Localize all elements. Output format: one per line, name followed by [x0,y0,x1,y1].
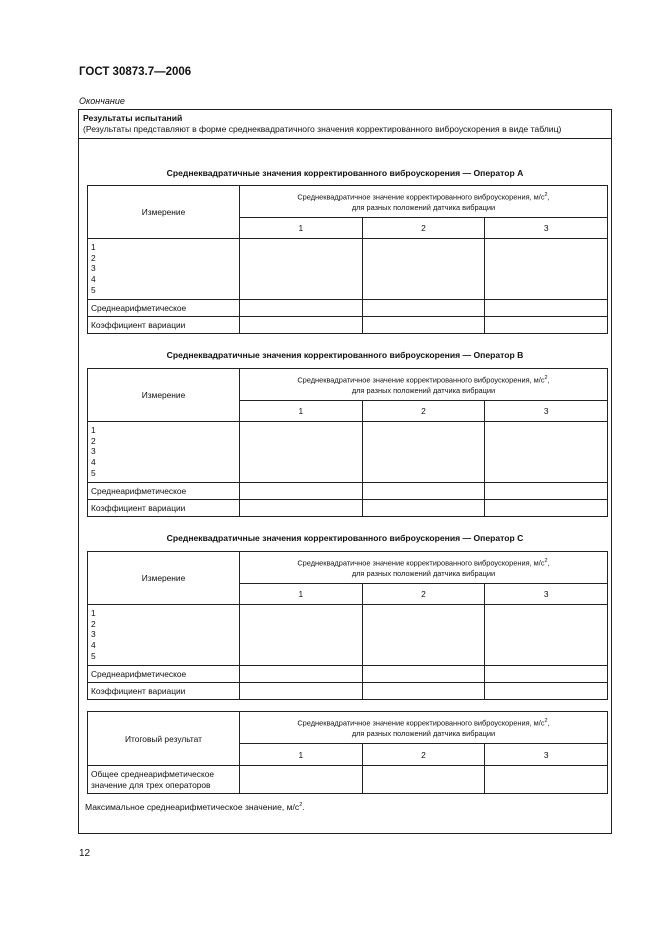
mean-row-label: Среднеарифметическое [88,483,240,500]
position-3: 3 [485,218,608,239]
mean-row-label: Среднеарифметическое [88,300,240,317]
final-position-1: 1 [240,744,363,766]
final-group-header: Среднеквадратичное значение корректированного виброускорения, $м/с^2$, для разных положений датчика вибрации [240,712,608,744]
value-cell [362,317,485,334]
final-row-label: Общее среднеарифметическое значение для трех операторов [88,766,240,794]
value-cell [240,500,363,517]
cv-row-label: Коэффициент вариации [88,683,240,700]
final-cell [362,766,485,794]
measurement-numbers: 1 2 3 4 5 [88,422,240,483]
measurement-col-header: Измерение [88,186,240,239]
value-cell [240,605,363,666]
position-2: 2 [362,584,485,605]
final-cell [485,766,608,794]
final-position-3: 3 [485,744,608,766]
value-cell [485,422,608,483]
value-cell [362,683,485,700]
value-cell [240,422,363,483]
value-cell [240,683,363,700]
footer-note: Максимальное среднеарифметическое значение, $м/с^2$. [85,802,305,812]
value-cell [485,605,608,666]
measurement-numbers: 1 2 3 4 5 [88,605,240,666]
page-number: 12 [79,848,91,859]
final-position-2: 2 [362,744,485,766]
measurement-col-header: Измерение [88,369,240,422]
results-frame [78,109,612,834]
position-1: 1 [240,584,363,605]
final-result-table [87,711,608,794]
value-cell [485,683,608,700]
frame-title: Результаты испытаний [83,113,183,123]
position-3: 3 [485,401,608,422]
value-cell [240,239,363,300]
cv-row-label: Коэффициент вариации [88,317,240,334]
value-cell [485,239,608,300]
value-cell [240,300,363,317]
document-number: ГОСТ 30873.7—2006 [79,66,192,78]
frame-header [79,110,611,139]
value-cell [485,500,608,517]
operator-table-title: Среднеквадратичные значения корректированного виброускорения — Оператор С [166,533,524,543]
frame-description: (Результаты представляют в форме среднеквадратичного значения корректированного виброускорения в виде таблиц) [83,124,562,134]
group-header: Среднеквадратичное значение корректированного виброускорения, $м/с^2$, для разных положений датчика вибрации [240,186,608,218]
position-2: 2 [362,218,485,239]
value-cell [362,666,485,683]
value-cell [485,483,608,500]
operator-table [87,368,608,517]
group-header: Среднеквадратичное значение корректированного виброускорения, $м/с^2$, для разных положений датчика вибрации [240,369,608,401]
final-cell [240,766,363,794]
value-cell [362,483,485,500]
position-1: 1 [240,218,363,239]
value-cell [362,239,485,300]
mean-row-label: Среднеарифметическое [88,666,240,683]
value-cell [485,300,608,317]
final-col-header: Итоговый результат [88,712,240,766]
measurement-numbers: 1 2 3 4 5 [88,239,240,300]
value-cell [362,605,485,666]
group-header: Среднеквадратичное значение корректированного виброускорения, $м/с^2$, для разных положений датчика вибрации [240,552,608,584]
value-cell [485,666,608,683]
position-2: 2 [362,401,485,422]
value-cell [240,666,363,683]
continuation-label: Окончание [79,96,125,106]
value-cell [362,300,485,317]
operator-table-title: Среднеквадратичные значения корректированного виброускорения — Оператор А [166,168,524,178]
measurement-col-header: Измерение [88,552,240,605]
value-cell [362,422,485,483]
operator-table-title: Среднеквадратичные значения корректированного виброускорения — Оператор В [166,350,524,360]
operator-table [87,551,608,700]
position-3: 3 [485,584,608,605]
cv-row-label: Коэффициент вариации [88,500,240,517]
value-cell [485,317,608,334]
value-cell [362,500,485,517]
value-cell [240,317,363,334]
operator-table [87,185,608,334]
value-cell [240,483,363,500]
position-1: 1 [240,401,363,422]
